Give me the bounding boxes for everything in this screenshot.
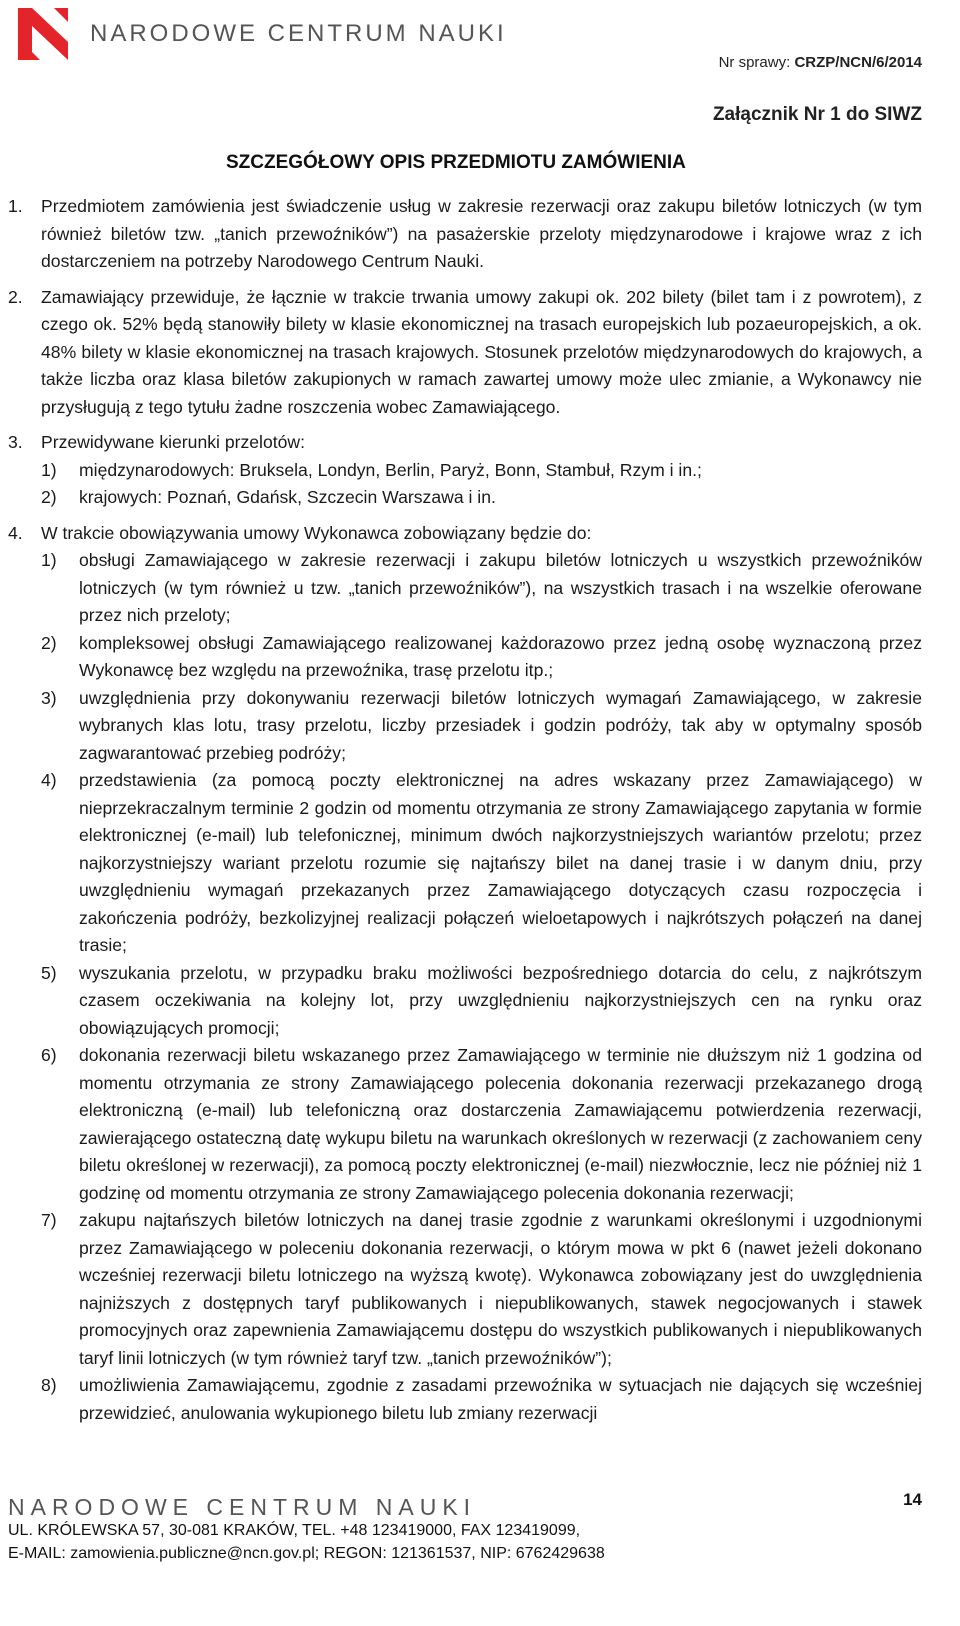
- item-number: 2): [41, 632, 57, 653]
- section-text: Przedmiotem zamówienia jest świadczenie usług w zakresie rezerwacji oraz zakupu biletów lotniczych (w tym również biletów tzw. „tanich przewoźników”) na pasażerskie przeloty międzynarodowe i krajowe wraz z ich dostarczeniem na potrzeby Narodowego Centrum Nauki.: [41, 196, 922, 271]
- list-item: [8, 767, 922, 960]
- page-number: 14: [903, 1490, 922, 1509]
- section-text: Zamawiający przewiduje, że łącznie w trakcie trwania umowy zakupi ok. 202 bilety (bilet tam i z powrotem), z czego ok. 52% będą stanowiły bilety w klasie ekonomicznej na trasach europejskich lub pozaeuropejskich, a ok. 48% bilety w klasie ekonomicznej na trasach krajowych. Stosunek przelotów międzynarodowych do krajowych, a także liczba oraz klasa biletów zakupionych w ramach zawartej umowy może ulec zmianie, a Wykonawcy nie przysługują z tego tytułu żadne roszczenia wobec Zamawiającego.: [41, 286, 922, 417]
- list-item: [8, 484, 922, 512]
- document-title: SZCZEGÓŁOWY OPIS PRZEDMIOTU ZAMÓWIENIA: [226, 152, 686, 173]
- list-item: [8, 547, 922, 630]
- section-number: 3.: [8, 432, 23, 452]
- section-1: [8, 193, 922, 276]
- footer-org-name: NARODOWE CENTRUM NAUKI: [8, 1494, 477, 1520]
- case-number-line: [719, 54, 922, 71]
- list-item: [8, 960, 922, 1043]
- list-item: [8, 1207, 922, 1372]
- section-2: [8, 284, 922, 422]
- item-text: obsługi Zamawiającego w zakresie rezerwacji i zakupu biletów lotniczych u wszystkich przewoźników lotniczych (w tym również u tzw. „tanich przewoźników”), na wszystkich trasach i na wszelkie oferowane przez nich przeloty;: [79, 550, 922, 625]
- item-text: krajowych: Poznań, Gdańsk, Szczecin Warszawa i in.: [79, 487, 496, 507]
- item-number: 5): [41, 962, 57, 983]
- item-text: zakupu najtańszych biletów lotniczych na danej trasie zgodnie z warunkami określonymi i uzgodnionymi przez Zamawiającego w poleceniu dokonania rezerwacji, o którym mowa w pkt 6 (nawet jeżeli dokonano wcześniej rezerwacji biletu lotniczego na wyższą kwotę). Wykonawca zobowiązany jest do uwzględnienia najniższych z dostępnych taryf publikowanych i niepublikowanych, stawek negocjowanych i stawek promocyjnych oraz zapewnienia Zamawiającemu dostępu do wszystkich publikowanych i niepublikowanych taryf linii lotniczych (w tym również taryf tzw. „tanich przewoźników”);: [79, 1210, 922, 1368]
- item-text: umożliwienia Zamawiającemu, zgodnie z zasadami przewoźnika w sytuacjach nie dających się wcześniej przewidzieć, anulowania wykupionego biletu lub zmiany rezerwacji: [79, 1375, 922, 1423]
- section-number: 2.: [8, 286, 23, 307]
- footer-address: UL. KRÓLEWSKA 57, 30-081 KRAKÓW, TEL. +48 123419000, FAX 123419099,: [8, 1522, 581, 1539]
- section-number: 4.: [8, 522, 23, 543]
- section-number: 1.: [8, 196, 23, 216]
- case-label: Nr sprawy:: [718, 54, 791, 71]
- list-item: [8, 457, 922, 485]
- header-org-name: NARODOWE CENTRUM NAUKI: [90, 20, 507, 47]
- list-item: [8, 630, 922, 685]
- item-number: 6): [41, 1045, 57, 1065]
- document-body: [8, 193, 922, 1427]
- section-3: [8, 429, 922, 512]
- item-text: wyszukania przelotu, w przypadku braku możliwości bezpośredniego dotarcia do celu, z najkrótszym czasem oczekiwania na kolejny lot, przy uwzględnieniu najkorzystniejszych cen na rynku oraz obowiązujących promocji;: [79, 962, 922, 1038]
- item-number: 8): [41, 1375, 57, 1395]
- section-text: Przewidywane kierunki przelotów:: [41, 432, 306, 452]
- ncn-logo: [18, 8, 68, 60]
- item-text: międzynarodowych: Bruksela, Londyn, Berlin, Paryż, Bonn, Stambuł, Rzym i in.;: [79, 459, 702, 480]
- item-number: 1): [41, 550, 57, 570]
- item-text: dokonania rezerwacji biletu wskazanego przez Zamawiającego w terminie nie dłuższym niż 1 godzina od momentu otrzymania ze strony Zamawiającego polecenia dokonania rezerwacji przekazanego drogą elektroniczną (e-mail) lub telefoniczną oraz dostarczenia Zamawiającemu potwierdzenia rezerwacji, zawierającego ostateczną datę wykupu biletu na warunkach określonych w rezerwacji (z zachowaniem ceny biletu określonej w rezerwacji), za pomocą poczty elektronicznej (e-mail) niezwłocznie, lecz nie później niż 1 godzinę od momentu otrzymania ze strony Zamawiającego polecenia dokonania rezerwacji;: [79, 1045, 922, 1203]
- item-text: uwzględnienia przy dokonywaniu rezerwacji biletów lotniczych wymagań Zamawiającego, w zakresie wybranych klas lotu, trasy przelotu, liczby przesiadek i godzin podróży, tak aby w optymalny sposób zagwarantować przebieg podróży;: [79, 687, 922, 763]
- item-number: 1): [41, 459, 57, 480]
- footer-contact: E-MAIL: zamowienia.publiczne@ncn.gov.pl; REGON: 121361537, NIP: 6762429638: [8, 1545, 605, 1562]
- item-text: przedstawienia (za pomocą poczty elektronicznej na adres wskazany przez Zamawiającego) w nieprzekraczalnym terminie 2 godzin od momentu otrzymania ze strony Zamawiającego zapytania w formie elektronicznej (e-mail) lub telefonicznej, minimum dwóch najkorzystniejszych wariantów przelotu; przez najkorzystniejszy wariant przelotu rozumie się najtańszy bilet na danej trasie i w danym dniu, przy uwzględnieniu wymagań przekazanych przez Zamawiającego dotyczących czasu rozpoczęcia i zakończenia podróży, bezkolizyjnej realizacji połączeń wieloetapowych i najkrótszych połączeń na danej trasie;: [79, 770, 922, 955]
- list-item: [8, 1042, 922, 1207]
- item-number: 7): [41, 1210, 57, 1230]
- list-item: [8, 1372, 922, 1427]
- item-number: 3): [41, 687, 57, 708]
- section-text: W trakcie obowiązywania umowy Wykonawca zobowiązany będzie do:: [41, 522, 592, 543]
- case-number: CRZP/NCN/6/2014: [794, 54, 922, 71]
- list-item: [8, 685, 922, 768]
- item-text: kompleksowej obsługi Zamawiającego realizowanej każdorazowo przez jedną osobę wyznaczoną przez Wykonawcę bez względu na przewoźnika, trasę przelotu itp.;: [79, 632, 922, 680]
- annex-label: Załącznik Nr 1 do SIWZ: [712, 104, 922, 125]
- section-4: [8, 520, 922, 1428]
- item-number: 2): [41, 487, 57, 507]
- item-number: 4): [41, 770, 57, 790]
